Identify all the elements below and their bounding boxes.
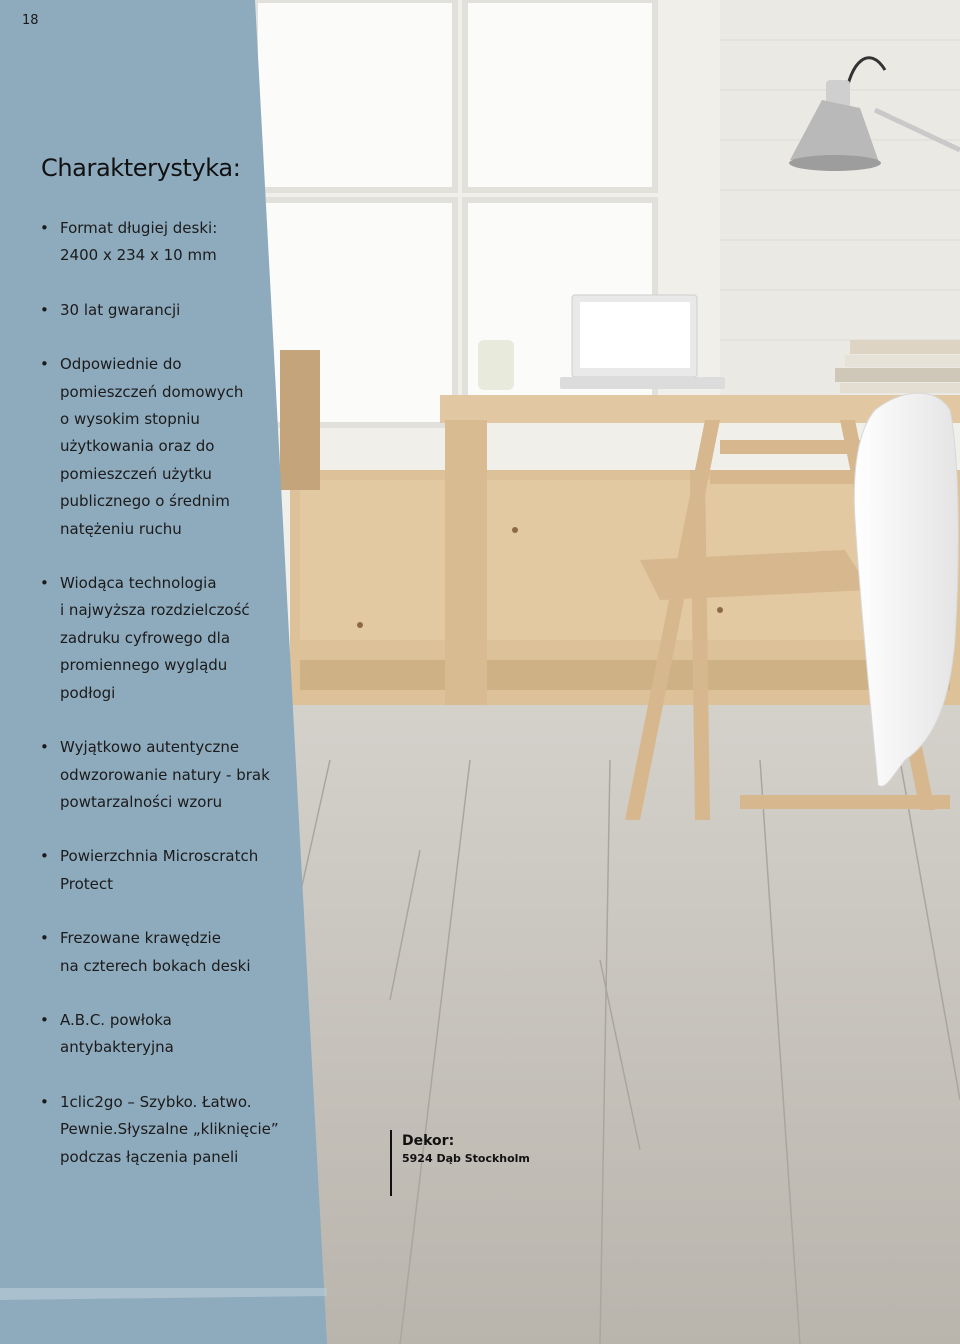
dekor-name: 5924 Dąb Stockholm [402, 1152, 530, 1165]
list-item: • Powierzchnia Microscratch Protect [40, 843, 280, 898]
list-item: • 30 lat gwarancji [40, 297, 280, 324]
list-item: • Wyjątkowo autentyczne odwzorowanie natury - brak powtarzalności wzoru [40, 734, 280, 816]
books [835, 340, 960, 393]
list-item: • Format długiej deski: 2400 x 234 x 10 mm [40, 215, 280, 270]
page-number: 18 [22, 13, 39, 28]
list-item: • A.B.C. powłoka antybakteryjna [40, 1007, 280, 1062]
list-item: • Frezowane krawędzie na czterech bokach deski [40, 925, 280, 980]
list-item: • Wiodąca technologia i najwyższa rozdzielczość zadruku cyfrowego dla promiennego wyglądu podłogi [40, 570, 280, 707]
dekor-label: Dekor: [402, 1133, 455, 1149]
list-item: • Odpowiednie do pomieszczeń domowych o wysokim stopniu użytkowania oraz do pomieszczeń użytku publicznego o średnim natężeniu ruchu [40, 351, 280, 543]
jar [478, 340, 514, 390]
feature-list [40, 215, 280, 1198]
box [280, 350, 320, 490]
page-title: Charakterystyka: [41, 154, 241, 182]
list-item: • 1clic2go – Szybko. Łatwo. Pewnie.Słyszalne „kliknięcie” podczas łączenia paneli [40, 1089, 280, 1171]
dekor-caption [390, 1130, 530, 1196]
